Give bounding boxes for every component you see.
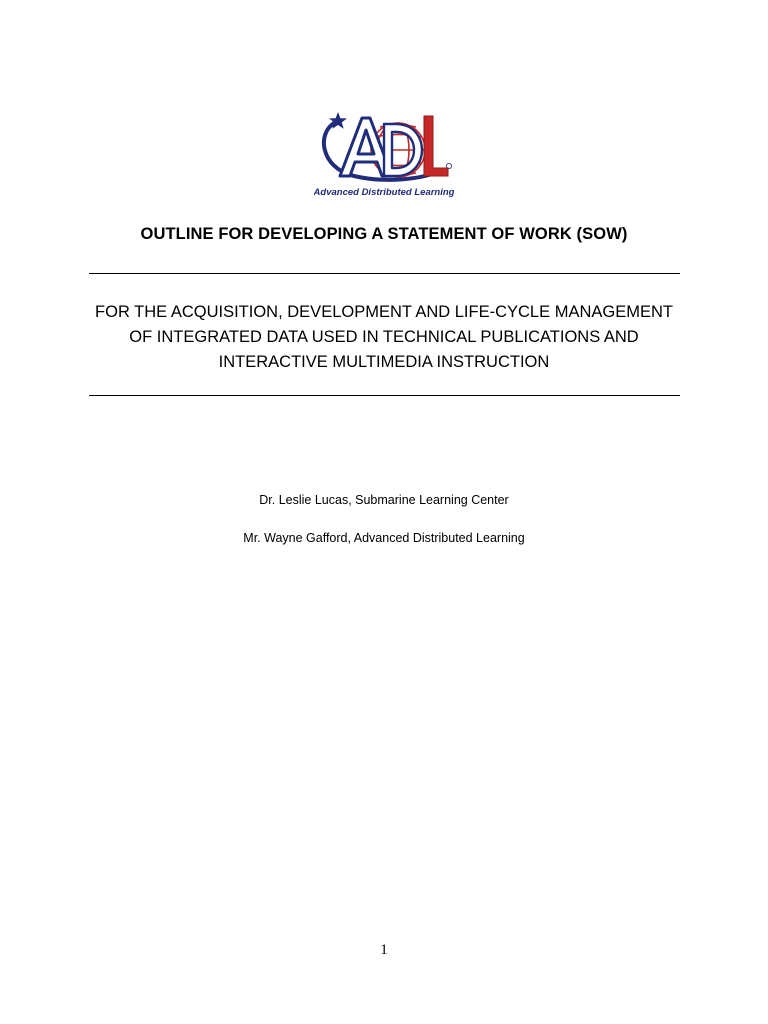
adl-logo bbox=[314, 110, 454, 202]
subtitle-line: FOR THE ACQUISITION, DEVELOPMENT AND LIFE-CYCLE MANAGEMENT bbox=[95, 303, 673, 321]
logo-banner-text: Advanced Distributed Learning bbox=[314, 187, 454, 198]
subtitle-line: INTERACTIVE MULTIMEDIA INSTRUCTION bbox=[218, 353, 550, 371]
registered-mark-icon bbox=[446, 163, 451, 168]
author-line: Dr. Leslie Lucas, Submarine Learning Center bbox=[259, 493, 509, 507]
subtitle-line: OF INTEGRATED DATA USED IN TECHNICAL PUBLICATIONS AND bbox=[129, 328, 639, 346]
document-subtitle bbox=[80, 300, 688, 375]
title-divider-top bbox=[89, 273, 680, 274]
logo-letter-l bbox=[424, 116, 448, 176]
author-line: Mr. Wayne Gafford, Advanced Distributed Learning bbox=[243, 531, 525, 545]
document-title: OUTLINE FOR DEVELOPING A STATEMENT OF WORK (SOW) bbox=[140, 225, 628, 243]
subtitle-divider-bottom bbox=[89, 395, 680, 396]
page-number: 1 bbox=[380, 942, 388, 958]
